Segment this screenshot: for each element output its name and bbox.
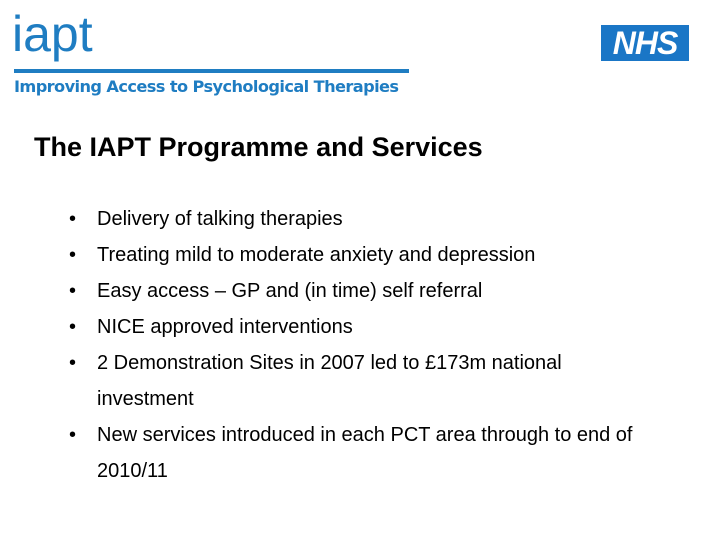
slide-title: The IAPT Programme and Services	[34, 132, 483, 162]
bullet-item	[60, 237, 700, 273]
bullet-icon: •	[69, 316, 77, 338]
bullet-item	[60, 417, 672, 489]
bullet-icon: •	[69, 244, 77, 266]
nhs-logo-text: NHS	[612, 25, 678, 61]
bullet-text: Delivery of talking therapies	[97, 208, 343, 230]
bullet-item	[60, 309, 700, 345]
bullet-text: Easy access – GP and (in time) self referral	[97, 280, 483, 302]
bullet-text: Treating mild to moderate anxiety and depression	[97, 244, 536, 266]
bullet-list	[60, 201, 700, 489]
bullet-text: 2 Demonstration Sites in 2007 led to £173m national investment	[97, 352, 562, 410]
bullet-item	[60, 345, 657, 417]
nhs-logo	[601, 25, 689, 61]
iapt-logo-wordmark: iapt	[12, 6, 93, 62]
bullet-icon: •	[69, 352, 77, 374]
bullet-icon: •	[69, 208, 77, 230]
bullet-text: New services introduced in each PCT area through to end of 2010/11	[97, 424, 633, 482]
bullet-icon: •	[69, 424, 77, 446]
bullet-icon: •	[69, 280, 77, 302]
bullet-item	[60, 273, 700, 309]
iapt-logo-divider	[14, 69, 409, 73]
iapt-logo-subtitle: Improving Access to Psychological Therapies	[14, 77, 399, 96]
bullet-text: NICE approved interventions	[97, 316, 353, 338]
bullet-item	[60, 201, 700, 237]
